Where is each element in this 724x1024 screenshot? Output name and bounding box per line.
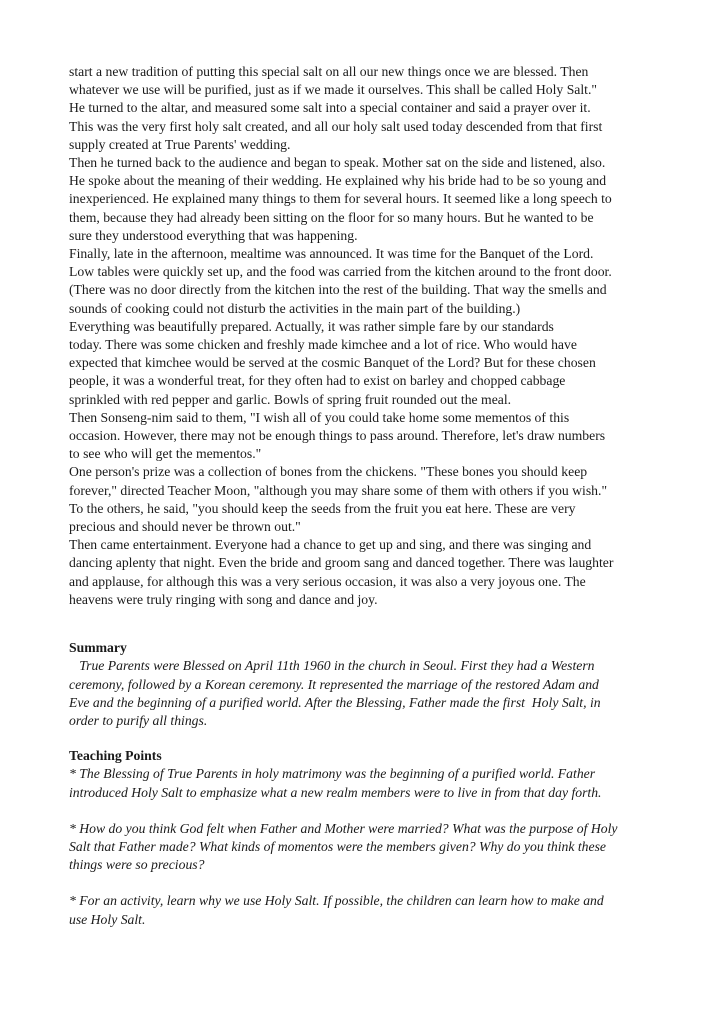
narrative-line: To the others, he said, "you should keep the seeds from the fruit you eat here. These are very xyxy=(69,500,576,516)
teaching-point xyxy=(69,892,659,928)
teaching-point xyxy=(69,820,659,875)
narrative-line: He spoke about the meaning of their wedding. He explained why his bride had to be so young and xyxy=(69,173,607,189)
narrative-line: and applause, for although this was a very serious occasion, it was also a very joyous one. The xyxy=(69,573,586,589)
narrative-line: forever," directed Teacher Moon, "although you may share some of them with others if you wish." xyxy=(69,482,608,498)
teaching-point-line: introduced Holy Salt to emphasize what a new realm members were to live in from that day forth. xyxy=(69,784,602,800)
narrative-line: One person's prize was a collection of bones from the chickens. "These bones you should keep xyxy=(69,464,588,480)
narrative-line: inexperienced. He explained many things to them for several hours. It seemed like a long speech to xyxy=(69,191,612,207)
teaching-point-line: * How do you think God felt when Father and Mother were married? What was the purpose of Holy xyxy=(69,820,618,836)
narrative-line: sprinkled with red pepper and garlic. Bowls of spring fruit rounded out the meal. xyxy=(69,391,512,407)
teaching-point-line: things were so precious? xyxy=(69,857,205,873)
teaching-points-section xyxy=(69,747,659,929)
narrative-line: Low tables were quickly set up, and the food was carried from the kitchen around to the front door. xyxy=(69,264,612,280)
summary-section xyxy=(69,639,659,730)
summary-line: True Parents were Blessed on April 11th 1960 in the church in Seoul. First they had a Western xyxy=(69,658,595,674)
summary-line: ceremony, followed by a Korean ceremony. It represented the marriage of the restored Adam and xyxy=(69,676,599,692)
narrative-line: start a new tradition of putting this special salt on all our new things once we are blessed. Then xyxy=(69,64,589,79)
narrative-line: sure they understood everything that was happening. xyxy=(69,227,358,243)
teaching-point-line: use Holy Salt. xyxy=(69,911,146,927)
narrative-line: precious and should never be thrown out." xyxy=(69,519,301,535)
narrative-line: Then he turned back to the audience and began to speak. Mother sat on the side and listened, also. xyxy=(69,155,606,171)
narrative-line: sounds of cooking could not disturb the activities in the main part of the building.) xyxy=(69,300,521,316)
narrative-line: to see who will get the mementos." xyxy=(69,446,262,462)
summary-line: order to purify all things. xyxy=(69,712,208,728)
teaching-point-line: * The Blessing of True Parents in holy matrimony was the beginning of a purified world. Father xyxy=(69,766,596,782)
narrative-line: Then Sonseng-nim said to them, "I wish all of you could take home some mementos of this xyxy=(69,409,570,425)
summary-line: Eve and the beginning of a purified world. After the Blessing, Father made the first Holy Salt, in xyxy=(69,694,601,710)
teaching-point-line: Salt that Father made? What kinds of momentos were the members given? Why do you think these xyxy=(69,838,606,854)
narrative-text xyxy=(69,63,659,609)
narrative-line: occasion. However, there may not be enough things to pass around. Therefore, let's draw numbers xyxy=(69,428,606,444)
teaching-points-heading: Teaching Points xyxy=(69,748,162,764)
narrative-line: today. There was some chicken and freshly made kimchee and a lot of rice. Who would have xyxy=(69,337,577,353)
narrative-line: supply created at True Parents' wedding. xyxy=(69,136,291,152)
narrative-line: people, it was a wonderful treat, for they often had to exist on barley and chopped cabbage xyxy=(69,373,566,389)
narrative-line: (There was no door directly from the kitchen into the rest of the building. That way the smells and xyxy=(69,282,607,298)
summary-text xyxy=(69,657,659,730)
summary-heading: Summary xyxy=(69,640,127,656)
narrative-line: He turned to the altar, and measured some salt into a special container and said a prayer over it. xyxy=(69,100,591,116)
narrative-line: Then came entertainment. Everyone had a chance to get up and sing, and there was singing and xyxy=(69,537,592,553)
narrative-line: This was the very first holy salt created, and all our holy salt used today descended from that first xyxy=(69,118,603,134)
teaching-point xyxy=(69,765,659,801)
narrative-line: dancing aplenty that night. Even the bride and groom sang and danced together. There was laughter xyxy=(69,555,614,571)
narrative-line: heavens were truly ringing with song and dance and joy. xyxy=(69,591,378,607)
narrative-line: whatever we use will be purified, just as if we made it ourselves. This shall be called Holy Salt." xyxy=(69,82,597,98)
narrative-line: them, because they had already been sitting on the floor for so many hours. But he wanted to be xyxy=(69,209,594,225)
narrative-line: Finally, late in the afternoon, mealtime was announced. It was time for the Banquet of the Lord. xyxy=(69,246,594,262)
teaching-point-line: * For an activity, learn why we use Holy Salt. If possible, the children can learn how to make and xyxy=(69,893,604,909)
document-page xyxy=(69,63,659,929)
narrative-line: Everything was beautifully prepared. Actually, it was rather simple fare by our standards xyxy=(69,318,554,334)
narrative-line: expected that kimchee would be served at the cosmic Banquet of the Lord? But for these chosen xyxy=(69,355,596,371)
